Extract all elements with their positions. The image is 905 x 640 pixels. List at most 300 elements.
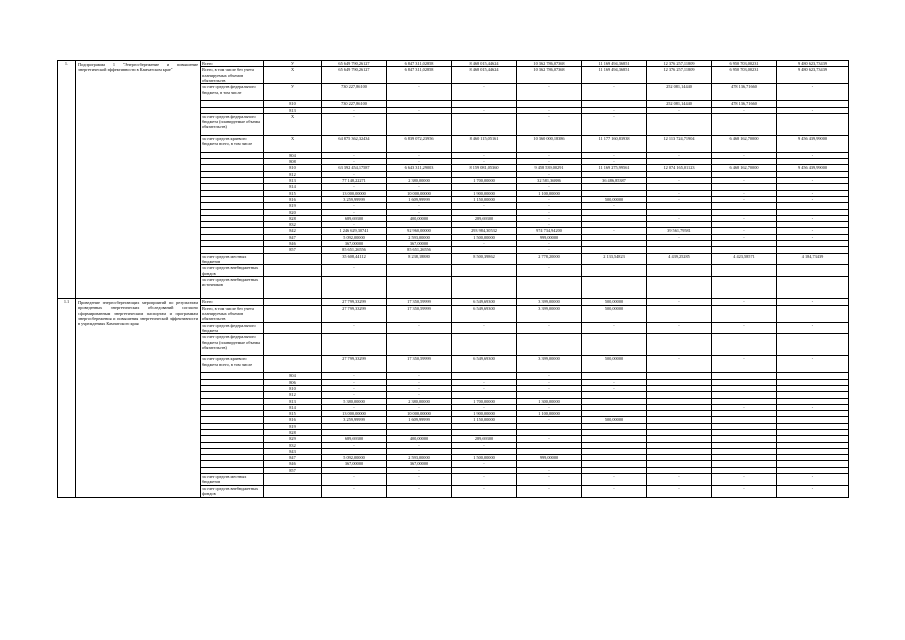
- total-amount: 63 392 454,17587: [322, 165, 387, 171]
- year-amount: -: [777, 215, 849, 221]
- grbs-code: 819: [264, 423, 322, 429]
- year-amount: [452, 113, 517, 135]
- year-amount: 11 169 275,99561: [582, 165, 647, 171]
- grbs-code: 832: [264, 442, 322, 448]
- grbs-code: 813: [264, 178, 322, 184]
- year-amount: -: [712, 404, 777, 410]
- year-amount: -: [517, 203, 582, 209]
- year-amount: [582, 277, 647, 299]
- year-amount: -: [517, 322, 582, 334]
- grbs-code: Х: [264, 135, 322, 152]
- grbs-code: 814: [264, 184, 322, 190]
- year-amount: -: [387, 209, 452, 215]
- funding-source: Всего, в том числе без учета планируемых объемов обязательств: [201, 67, 264, 84]
- year-amount: 10 362 786,07368: [517, 67, 582, 84]
- year-amount: -: [452, 474, 517, 486]
- year-amount: -: [452, 385, 517, 391]
- year-amount: 8 468 015,44624: [452, 67, 517, 84]
- grbs-code: 810: [264, 385, 322, 391]
- funding-source: за счет средств федерального бюджета (планируемые объемы обязательств): [201, 113, 264, 135]
- total-amount: [322, 277, 387, 299]
- year-amount: 1 900,00000: [452, 411, 517, 417]
- year-amount: -: [517, 373, 582, 379]
- grbs-code: 813: [264, 398, 322, 404]
- year-amount: -: [517, 379, 582, 385]
- year-amount: -: [517, 241, 582, 247]
- year-amount: -: [777, 299, 849, 305]
- year-amount: -: [387, 404, 452, 410]
- year-amount: -: [712, 474, 777, 486]
- grbs-code: 814: [264, 404, 322, 410]
- total-amount: 367,00000: [322, 461, 387, 467]
- year-amount: 478 136,71660: [712, 84, 777, 101]
- year-amount: -: [582, 379, 647, 385]
- funding-source: за счет средств местных бюджетов: [201, 253, 264, 265]
- total-amount: 65 649 790,26127: [322, 67, 387, 84]
- year-amount: -: [387, 485, 452, 497]
- grbs-code: 813: [264, 107, 322, 113]
- year-amount: 92 960,00000: [387, 228, 452, 234]
- year-amount: -: [517, 222, 582, 228]
- year-amount: 1 700,00000: [452, 178, 517, 184]
- total-amount: -: [322, 392, 387, 398]
- total-amount: 85 651,26556: [322, 247, 387, 253]
- year-amount: 2 380,00000: [387, 398, 452, 404]
- year-amount: 6 468 162,70000: [712, 165, 777, 171]
- year-amount: 8 159 081,05360: [452, 165, 517, 171]
- year-amount: 39 561,79581: [647, 228, 712, 234]
- funding-source: за счет средств внебюджетных источников: [201, 277, 264, 299]
- year-amount: 500,00000: [582, 305, 647, 322]
- program-number: 1.: [58, 61, 76, 299]
- year-amount: -: [452, 203, 517, 209]
- grbs-code: Х: [264, 67, 322, 84]
- year-amount: -: [647, 152, 712, 158]
- program-number: 1.1: [58, 299, 76, 497]
- year-amount: -: [777, 485, 849, 497]
- year-amount: -: [517, 209, 582, 215]
- year-amount: -: [712, 190, 777, 196]
- grbs-code: 810: [264, 101, 322, 107]
- program-title: Подпрограмма 1 "Энергосбережение и повышение энергетической эффективности в Камчатском крае": [76, 61, 201, 299]
- year-amount: 6 549,69300: [452, 356, 517, 373]
- year-amount: -: [517, 215, 582, 221]
- year-amount: -: [387, 203, 452, 209]
- year-amount: [517, 334, 582, 356]
- year-amount: -: [712, 234, 777, 240]
- grbs-code: 816: [264, 196, 322, 202]
- total-amount: -: [322, 159, 387, 165]
- year-amount: 9 456 439,99000: [777, 165, 849, 171]
- total-amount: 3 259,99999: [322, 196, 387, 202]
- year-amount: [387, 334, 452, 356]
- total-amount: 77 148,22271: [322, 178, 387, 184]
- year-amount: [647, 334, 712, 356]
- year-amount: 11 169 494,36851: [582, 61, 647, 67]
- year-amount: 999,00000: [517, 234, 582, 240]
- total-amount: 27 799,33299: [322, 356, 387, 373]
- year-amount: -: [452, 107, 517, 113]
- grbs-code: 815: [264, 190, 322, 196]
- year-amount: -: [517, 113, 582, 135]
- year-amount: 252 081,14440: [647, 84, 712, 101]
- year-amount: 974 734,94200: [517, 228, 582, 234]
- year-amount: [712, 265, 777, 277]
- year-amount: [387, 277, 452, 299]
- grbs-code: [264, 334, 322, 356]
- year-amount: -: [712, 196, 777, 202]
- year-amount: -: [712, 322, 777, 334]
- year-amount: 4 439,25285: [647, 253, 712, 265]
- grbs-code: 828: [264, 430, 322, 436]
- grbs-code: У: [264, 84, 322, 101]
- total-amount: -: [322, 474, 387, 486]
- year-amount: -: [387, 373, 452, 379]
- year-amount: -: [647, 190, 712, 196]
- year-amount: -: [712, 152, 777, 158]
- year-amount: 10 360 000,18386: [517, 135, 582, 152]
- year-amount: 1 150,00000: [452, 196, 517, 202]
- year-amount: 11 177 160,83938: [582, 135, 647, 152]
- year-amount: 1 100,00000: [517, 190, 582, 196]
- total-amount: 65 649 790,26127: [322, 61, 387, 67]
- year-amount: 4 423,58571: [712, 253, 777, 265]
- year-amount: 6 847 311,02858: [387, 67, 452, 84]
- total-amount: 5 092,00000: [322, 455, 387, 461]
- year-amount: -: [517, 196, 582, 202]
- year-amount: -: [452, 84, 517, 101]
- program-title: Проведение энергосберегающих мероприятий по результатам проведенных энергетических обследований согласно сформированным энергетическим паспортам и программам энергосбережения и повышения энергетической эффективности в учреждениях Камчатского края: [76, 299, 201, 497]
- grbs-code: Х: [264, 113, 322, 135]
- grbs-code: 847: [264, 234, 322, 240]
- year-amount: 8 468 015,44624: [452, 61, 517, 67]
- year-amount: -: [452, 152, 517, 158]
- year-amount: -: [712, 107, 777, 113]
- year-amount: 36 486,85387: [582, 178, 647, 184]
- year-amount: -: [387, 159, 452, 165]
- year-amount: [712, 277, 777, 299]
- year-amount: -: [452, 442, 517, 448]
- year-amount: 3 399,00000: [517, 356, 582, 373]
- year-amount: 289,69300: [452, 215, 517, 221]
- year-amount: 2 593,00000: [387, 234, 452, 240]
- year-amount: -: [387, 442, 452, 448]
- total-amount: 5 380,00000: [322, 398, 387, 404]
- year-amount: 1 609,99999: [387, 196, 452, 202]
- year-amount: 6 643 311,29003: [387, 165, 452, 171]
- year-amount: -: [517, 404, 582, 410]
- year-amount: 3 399,00000: [517, 299, 582, 305]
- year-amount: -: [582, 485, 647, 497]
- year-amount: 367,00000: [387, 241, 452, 247]
- year-amount: 500,00000: [582, 196, 647, 202]
- total-amount: 27 799,33299: [322, 305, 387, 322]
- year-amount: 11 169 494,36851: [582, 67, 647, 84]
- year-amount: -: [387, 84, 452, 101]
- grbs-code: 819: [264, 203, 322, 209]
- grbs-code: [264, 305, 322, 322]
- year-amount: 6 839 072,23956: [387, 135, 452, 152]
- year-amount: 6 950 703,00231: [712, 67, 777, 84]
- year-amount: [647, 277, 712, 299]
- year-amount: -: [647, 299, 712, 305]
- total-amount: -: [322, 442, 387, 448]
- year-amount: 12 376 257,11809: [647, 61, 712, 67]
- year-amount: -: [387, 467, 452, 473]
- year-amount: [582, 334, 647, 356]
- total-amount: 730 227,86100: [322, 101, 387, 107]
- grbs-code: 812: [264, 171, 322, 177]
- grbs-code: 857: [264, 247, 322, 253]
- year-amount: 9 480 623,73439: [777, 67, 849, 84]
- year-amount: [777, 305, 849, 322]
- year-amount: -: [387, 152, 452, 158]
- funding-source: за счет средств местных бюджетов: [201, 474, 264, 486]
- year-amount: -: [387, 385, 452, 391]
- total-amount: -: [322, 222, 387, 228]
- year-amount: [712, 334, 777, 356]
- total-amount: 1 246 629,30741: [322, 228, 387, 234]
- total-amount: -: [322, 404, 387, 410]
- year-amount: [647, 305, 712, 322]
- year-amount: 10 362 786,07368: [517, 61, 582, 67]
- year-amount: -: [517, 159, 582, 165]
- grbs-code: 843: [264, 448, 322, 454]
- funding-source: за счет средств внебюджетных фондов: [201, 265, 264, 277]
- total-amount: 689,69300: [322, 215, 387, 221]
- total-amount: -: [322, 107, 387, 113]
- year-amount: -: [582, 385, 647, 391]
- total-amount: 64 875 362,32434: [322, 135, 387, 152]
- year-amount: 6 549,69300: [452, 299, 517, 305]
- year-amount: -: [647, 322, 712, 334]
- funding-source: за счет средств федерального бюджета (планируемые объемы обязательств): [201, 334, 264, 356]
- year-amount: [777, 113, 849, 135]
- year-amount: -: [517, 184, 582, 190]
- year-amount: -: [517, 84, 582, 101]
- year-amount: -: [777, 190, 849, 196]
- year-amount: 293 984,30532: [452, 228, 517, 234]
- total-amount: -: [322, 152, 387, 158]
- total-amount: -: [322, 322, 387, 334]
- year-amount: [452, 265, 517, 277]
- year-amount: [712, 113, 777, 135]
- year-amount: [777, 277, 849, 299]
- year-amount: 10 000,00000: [387, 190, 452, 196]
- year-amount: 12 113 724,71904: [647, 135, 712, 152]
- year-amount: -: [712, 228, 777, 234]
- year-amount: -: [582, 84, 647, 101]
- year-amount: 500,00000: [582, 417, 647, 423]
- year-amount: [582, 265, 647, 277]
- year-amount: [647, 265, 712, 277]
- year-amount: -: [517, 467, 582, 473]
- year-amount: 2 593,00000: [387, 455, 452, 461]
- year-amount: -: [582, 203, 647, 209]
- year-amount: -: [582, 474, 647, 486]
- year-amount: -: [647, 356, 712, 373]
- year-amount: 32 581,36886: [517, 178, 582, 184]
- funding-source: за счет средств федерального бюджета: [201, 322, 264, 334]
- year-amount: [777, 265, 849, 277]
- total-amount: -: [322, 171, 387, 177]
- year-amount: -: [387, 184, 452, 190]
- year-amount: -: [712, 178, 777, 184]
- year-amount: -: [387, 392, 452, 398]
- year-amount: [452, 277, 517, 299]
- year-amount: -: [647, 485, 712, 497]
- year-amount: 1 300,00000: [517, 398, 582, 404]
- grbs-code: 857: [264, 467, 322, 473]
- year-amount: 6 549,69300: [452, 305, 517, 322]
- grbs-code: [264, 356, 322, 373]
- grbs-code: [264, 253, 322, 265]
- year-amount: -: [517, 107, 582, 113]
- year-amount: -: [452, 322, 517, 334]
- year-amount: -: [517, 171, 582, 177]
- year-amount: 8 460 115,05161: [452, 135, 517, 152]
- year-amount: -: [517, 485, 582, 497]
- year-amount: 9 456 439,99000: [777, 135, 849, 152]
- year-amount: 8 500,39862: [452, 253, 517, 265]
- grbs-code: [264, 265, 322, 277]
- year-amount: 1 500,00000: [452, 234, 517, 240]
- year-amount: -: [517, 436, 582, 442]
- total-amount: -: [322, 379, 387, 385]
- grbs-code: [264, 485, 322, 497]
- year-amount: -: [777, 322, 849, 334]
- grbs-code: 820: [264, 209, 322, 215]
- total-amount: -: [322, 184, 387, 190]
- grbs-code: 846: [264, 241, 322, 247]
- total-amount: 13 000,00000: [322, 190, 387, 196]
- grbs-code: [264, 277, 322, 299]
- total-amount: [322, 334, 387, 356]
- total-amount: -: [322, 209, 387, 215]
- grbs-code: 815: [264, 411, 322, 417]
- year-amount: -: [582, 322, 647, 334]
- year-amount: 6 950 703,00231: [712, 61, 777, 67]
- total-amount: 689,69300: [322, 436, 387, 442]
- grbs-code: 808: [264, 159, 322, 165]
- year-amount: 289,69300: [452, 436, 517, 442]
- grbs-code: 832: [264, 222, 322, 228]
- year-amount: -: [452, 159, 517, 165]
- year-amount: -: [712, 215, 777, 221]
- year-amount: -: [712, 485, 777, 497]
- year-amount: -: [517, 385, 582, 391]
- year-amount: 17 350,59999: [387, 356, 452, 373]
- total-amount: -: [322, 113, 387, 135]
- year-amount: [517, 277, 582, 299]
- year-amount: -: [582, 113, 647, 135]
- year-amount: -: [452, 241, 517, 247]
- year-amount: 4 184,73439: [777, 253, 849, 265]
- year-amount: -: [712, 299, 777, 305]
- year-amount: -: [387, 322, 452, 334]
- year-amount: -: [777, 356, 849, 373]
- year-amount: -: [777, 196, 849, 202]
- grbs-code: У: [264, 61, 322, 67]
- year-amount: -: [582, 228, 647, 234]
- year-amount: 1 500,00000: [452, 455, 517, 461]
- year-amount: -: [452, 461, 517, 467]
- year-amount: -: [387, 379, 452, 385]
- total-amount: -: [322, 485, 387, 497]
- year-amount: 1 100,00000: [517, 411, 582, 417]
- year-amount: [647, 113, 712, 135]
- year-amount: -: [712, 356, 777, 373]
- year-amount: -: [777, 234, 849, 240]
- grbs-code: [264, 322, 322, 334]
- funding-source: Всего: [201, 61, 264, 67]
- grbs-code: 846: [264, 461, 322, 467]
- total-amount: 35 608,44112: [322, 253, 387, 265]
- year-amount: 400,00000: [387, 215, 452, 221]
- year-amount: 8 238,18880: [387, 253, 452, 265]
- year-amount: [452, 334, 517, 356]
- total-amount: 13 000,00000: [322, 411, 387, 417]
- year-amount: 478 136,71660: [712, 101, 777, 107]
- funding-source: за счет средств краевого бюджета всего, в том числе: [201, 135, 264, 152]
- year-amount: -: [582, 159, 647, 165]
- year-amount: 17 350,59999: [387, 299, 452, 305]
- total-amount: 730 227,86100: [322, 84, 387, 101]
- grbs-code: 829: [264, 436, 322, 442]
- year-amount: 85 651,26556: [387, 247, 452, 253]
- year-amount: -: [452, 379, 517, 385]
- total-amount: 27 799,33299: [322, 299, 387, 305]
- year-amount: 500,00000: [582, 356, 647, 373]
- total-amount: 3 259,99999: [322, 417, 387, 423]
- year-amount: 367,00000: [387, 461, 452, 467]
- year-amount: 9 480 623,73439: [777, 61, 849, 67]
- year-amount: [387, 113, 452, 135]
- year-amount: 252 081,14440: [647, 101, 712, 107]
- year-amount: -: [517, 247, 582, 253]
- year-amount: -: [452, 485, 517, 497]
- year-amount: -: [387, 474, 452, 486]
- year-amount: 400,00000: [387, 436, 452, 442]
- year-amount: -: [777, 474, 849, 486]
- year-amount: 500,00000: [582, 299, 647, 305]
- year-amount: 2 778,20000: [517, 253, 582, 265]
- year-amount: 1 700,00000: [452, 398, 517, 404]
- year-amount: 12 376 257,11809: [647, 67, 712, 84]
- year-amount: -: [777, 84, 849, 101]
- year-amount: -: [777, 107, 849, 113]
- grbs-code: 810: [264, 165, 322, 171]
- grbs-code: 847: [264, 455, 322, 461]
- year-amount: -: [517, 474, 582, 486]
- grbs-code: 804: [264, 152, 322, 158]
- year-amount: 17 350,59999: [387, 305, 452, 322]
- year-amount: -: [517, 152, 582, 158]
- year-amount: 999,00000: [517, 455, 582, 461]
- year-amount: -: [452, 404, 517, 410]
- year-amount: -: [387, 107, 452, 113]
- year-amount: -: [647, 178, 712, 184]
- year-amount: 1 609,99999: [387, 417, 452, 423]
- year-amount: 1 900,00000: [452, 190, 517, 196]
- year-amount: -: [647, 107, 712, 113]
- total-amount: -: [322, 265, 387, 277]
- year-amount: 6 468 162,70000: [712, 135, 777, 152]
- year-amount: -: [647, 234, 712, 240]
- year-amount: -: [777, 228, 849, 234]
- year-amount: -: [647, 196, 712, 202]
- year-amount: [712, 305, 777, 322]
